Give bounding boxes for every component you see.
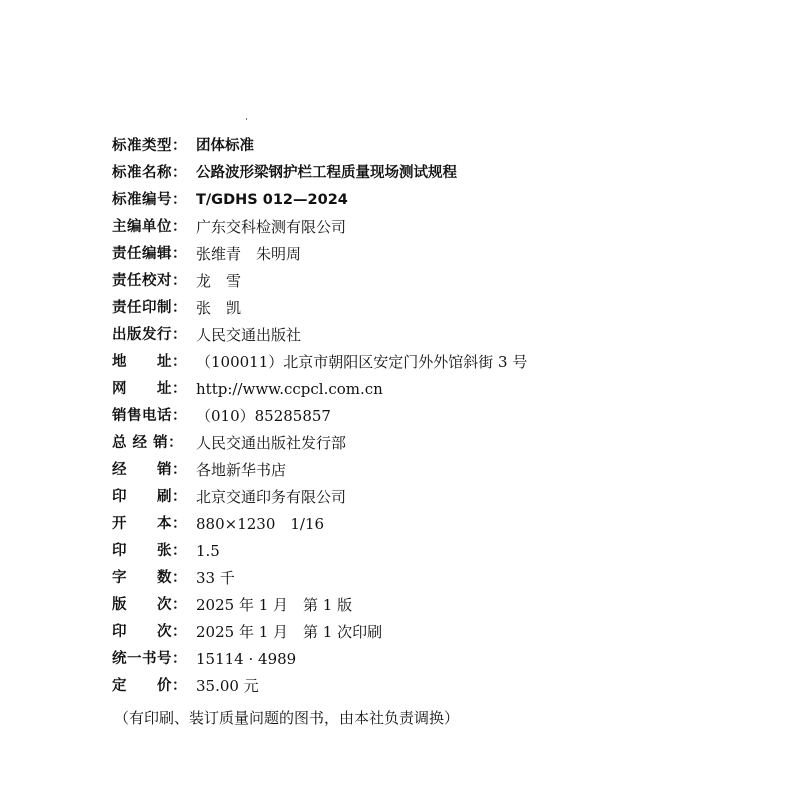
- colophon-value: 各地新华书店: [196, 461, 287, 479]
- colophon-value: 1.5: [196, 542, 220, 560]
- colophon-label: 定 价：: [112, 678, 187, 694]
- colophon-value: 35.00 元: [196, 677, 259, 695]
- colophon-label: 印 刷：: [112, 489, 187, 505]
- colophon-value: 北京交通印务有限公司: [196, 488, 347, 506]
- colophon-value: http://www.ccpcl.com.cn: [196, 380, 383, 398]
- colophon-value: 15114 · 4989: [196, 650, 297, 668]
- colophon-label: 主编单位：: [112, 219, 187, 235]
- printer-mark: [246, 118, 247, 120]
- colophon-label: 网 址：: [112, 381, 187, 397]
- colophon-label: 统一书号：: [112, 651, 187, 667]
- colophon-value: 人民交通出版社: [196, 326, 302, 344]
- colophon-label: 责任编辑：: [112, 246, 187, 262]
- colophon-value: 公路波形梁钢护栏工程质量现场测试规程: [196, 165, 457, 181]
- colophon-value: 人民交通出版社发行部: [196, 434, 347, 452]
- colophon-label: 地 址：: [112, 354, 187, 370]
- colophon-label: 销售电话：: [112, 408, 187, 424]
- colophon-label: 出版发行：: [112, 327, 187, 343]
- colophon-value: 广东交科检测有限公司: [196, 218, 347, 236]
- colophon-label: 字 数：: [112, 570, 187, 586]
- colophon-value: 张维青 朱明周: [196, 245, 302, 263]
- colophon-label: 标准编号：: [112, 192, 187, 208]
- colophon-label: 印 张：: [112, 543, 187, 559]
- colophon-value: 2025 年 1 月 第 1 次印刷: [196, 623, 383, 641]
- colophon-label: 责任校对：: [112, 273, 187, 289]
- colophon-label: 经 销：: [112, 462, 187, 478]
- footnote: （有印刷、装订质量问题的图书，由本社负责调换）: [114, 709, 460, 727]
- colophon-label: 责任印制：: [112, 300, 187, 316]
- colophon-label: 印 次：: [112, 624, 187, 640]
- colophon-value: 团体标准: [196, 138, 254, 154]
- colophon-value: 张 凯: [196, 299, 242, 317]
- colophon-label: 总 经 销：: [112, 435, 184, 451]
- colophon-value: T/GDHS 012—2024: [196, 192, 348, 208]
- colophon-value: 龙 雪: [196, 272, 242, 290]
- colophon-value: 33 千: [196, 569, 235, 587]
- colophon-label: 标准类型：: [112, 138, 187, 154]
- colophon-value: （100011）北京市朝阳区安定门外外馆斜街 3 号: [196, 353, 528, 371]
- colophon-value: 880×1230 1/16: [196, 515, 325, 533]
- colophon-label: 开 本：: [112, 516, 187, 532]
- colophon-value: （010）85285857: [196, 407, 331, 425]
- colophon-value: 2025 年 1 月 第 1 版: [196, 596, 353, 614]
- colophon-label: 标准名称：: [112, 165, 187, 181]
- colophon-label: 版 次：: [112, 597, 187, 613]
